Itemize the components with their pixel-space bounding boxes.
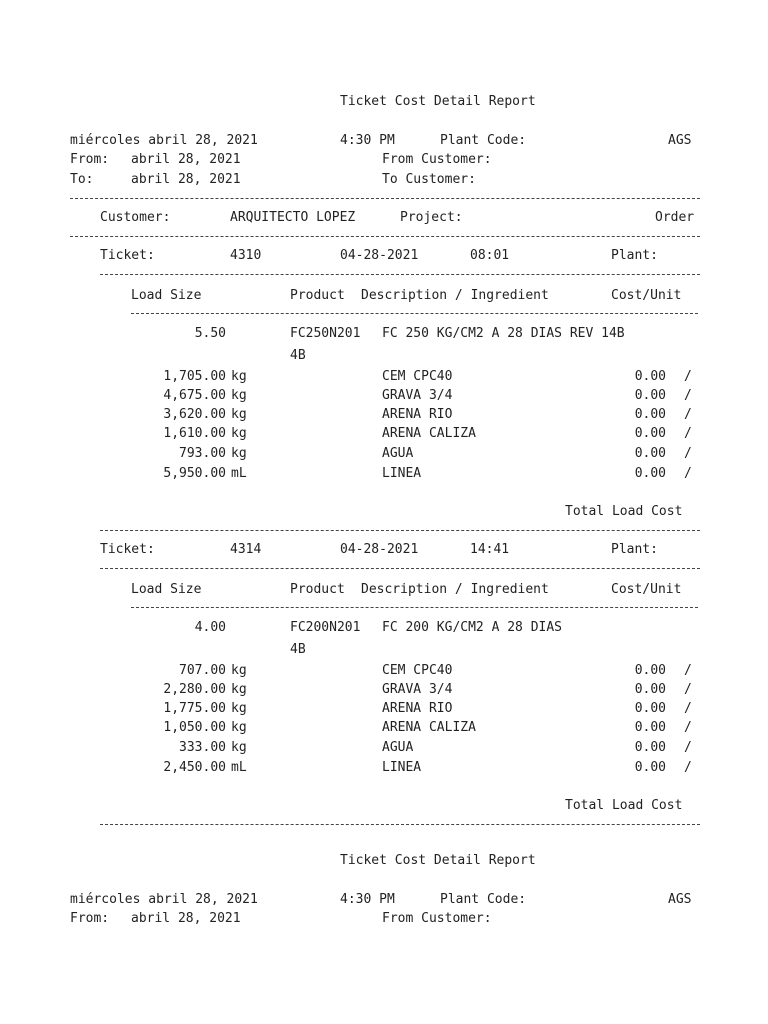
column-header-description: Description / Ingredient [361, 288, 549, 303]
from-customer-label: From Customer: [382, 911, 492, 926]
plant-code-label: Plant Code: [440, 892, 527, 907]
ingredient-quantity: 2,450.00 [163, 760, 226, 775]
ingredient-name: ARENA CALIZA [382, 426, 476, 441]
ingredient-unit: kg [231, 388, 247, 403]
ingredient-name: AGUA [382, 740, 414, 755]
divider [100, 530, 700, 531]
customer-name: ARQUITECTO LOPEZ [230, 210, 356, 225]
to-customer-label: To Customer: [382, 172, 476, 187]
ingredient-unit: kg [231, 426, 247, 441]
ingredient-quantity: 707.00 [179, 663, 226, 678]
from-date: abril 28, 2021 [131, 911, 241, 926]
ingredient-cost: 0.00 [634, 369, 666, 384]
product-code: FC200N201 [290, 620, 361, 635]
from-label: From: [70, 152, 110, 167]
ingredient-cost: 0.00 [634, 682, 666, 697]
ingredient-unit: kg [231, 701, 247, 716]
column-header-load-size: Load Size [131, 288, 202, 303]
total-load-cost-label: Total Load Cost [565, 504, 683, 519]
ingredient-quantity: 1,775.00 [163, 701, 226, 716]
from-label: From: [70, 911, 110, 926]
ingredient-unit: kg [231, 740, 247, 755]
customer-label: Customer: [100, 210, 171, 225]
ingredient-name: LINEA [382, 466, 422, 481]
ingredient-cost: 0.00 [634, 740, 666, 755]
ingredient-unit: mL [231, 760, 247, 775]
from-date: abril 28, 2021 [131, 152, 241, 167]
column-header-cost-unit: Cost/Unit [611, 582, 682, 597]
ingredient-quantity: 2,280.00 [163, 682, 226, 697]
report-title: Ticket Cost Detail Report [340, 853, 536, 868]
ingredient-unit: kg [231, 720, 247, 735]
ingredient-name: GRAVA 3/4 [382, 682, 453, 697]
product-code: FC250N201 [290, 326, 361, 341]
total-load-cost-label: Total Load Cost [565, 798, 683, 813]
ticket-label: Ticket: [100, 248, 155, 263]
cost-unit-separator: / [684, 682, 692, 697]
ingredient-name: AGUA [382, 446, 414, 461]
plant-label: Plant: [611, 248, 658, 263]
cost-unit-separator: / [684, 388, 692, 403]
from-customer-label: From Customer: [382, 152, 492, 167]
cost-unit-separator: / [684, 720, 692, 735]
ingredient-cost: 0.00 [634, 663, 666, 678]
ingredient-quantity: 5,950.00 [163, 466, 226, 481]
divider [70, 236, 700, 237]
ingredient-unit: kg [231, 446, 247, 461]
ingredient-quantity: 4,675.00 [163, 388, 226, 403]
ticket-time: 14:41 [470, 542, 510, 557]
ingredient-name: CEM CPC40 [382, 369, 453, 384]
cost-unit-separator: / [684, 760, 692, 775]
ticket-time: 08:01 [470, 248, 510, 263]
load-size-value: 5.50 [194, 326, 226, 341]
plant-code-value: AGS [668, 133, 692, 148]
ingredient-quantity: 1,050.00 [163, 720, 226, 735]
ingredient-quantity: 333.00 [179, 740, 226, 755]
ingredient-cost: 0.00 [634, 760, 666, 775]
ingredient-quantity: 1,705.00 [163, 369, 226, 384]
ingredient-cost: 0.00 [634, 720, 666, 735]
column-header-load-size: Load Size [131, 582, 202, 597]
ingredient-unit: kg [231, 663, 247, 678]
ingredient-unit: kg [231, 407, 247, 422]
ingredient-name: ARENA CALIZA [382, 720, 476, 735]
plant-code-value: AGS [668, 892, 692, 907]
ticket-number: 4310 [230, 248, 262, 263]
divider [100, 824, 700, 825]
ingredient-unit: kg [231, 369, 247, 384]
ticket-date: 04-28-2021 [340, 542, 419, 557]
ingredient-cost: 0.00 [634, 426, 666, 441]
report-title: Ticket Cost Detail Report [340, 94, 536, 109]
ingredient-cost: 0.00 [634, 701, 666, 716]
load-size-value: 4.00 [194, 620, 226, 635]
ingredient-quantity: 3,620.00 [163, 407, 226, 422]
report-date: miércoles abril 28, 2021 [70, 892, 258, 907]
to-date: abril 28, 2021 [131, 172, 241, 187]
ingredient-unit: kg [231, 682, 247, 697]
ingredient-quantity: 1,610.00 [163, 426, 226, 441]
column-header-description: Description / Ingredient [361, 582, 549, 597]
ingredient-name: CEM CPC40 [382, 663, 453, 678]
product-description-continued: 4B [290, 348, 306, 363]
to-label: To: [70, 172, 94, 187]
report-date: miércoles abril 28, 2021 [70, 133, 258, 148]
report-time: 4:30 PM [340, 133, 395, 148]
ingredient-name: GRAVA 3/4 [382, 388, 453, 403]
cost-unit-separator: / [684, 466, 692, 481]
column-header-cost-unit: Cost/Unit [611, 288, 682, 303]
ticket-label: Ticket: [100, 542, 155, 557]
column-header-product: Product [290, 288, 345, 303]
cost-unit-separator: / [684, 740, 692, 755]
divider [100, 568, 700, 569]
divider [100, 274, 700, 275]
ingredient-quantity: 793.00 [179, 446, 226, 461]
product-description-continued: 4B [290, 642, 306, 657]
cost-unit-separator: / [684, 701, 692, 716]
ingredient-name: LINEA [382, 760, 422, 775]
divider [131, 313, 698, 314]
ingredient-cost: 0.00 [634, 446, 666, 461]
divider [131, 607, 698, 608]
ingredient-cost: 0.00 [634, 407, 666, 422]
cost-unit-separator: / [684, 426, 692, 441]
plant-code-label: Plant Code: [440, 133, 527, 148]
ingredient-unit: mL [231, 466, 247, 481]
divider [70, 198, 700, 199]
plant-label: Plant: [611, 542, 658, 557]
report-time: 4:30 PM [340, 892, 395, 907]
project-label: Project: [400, 210, 463, 225]
cost-unit-separator: / [684, 369, 692, 384]
ingredient-name: ARENA RIO [382, 407, 453, 422]
ticket-date: 04-28-2021 [340, 248, 419, 263]
ticket-number: 4314 [230, 542, 262, 557]
product-description: FC 200 KG/CM2 A 28 DIAS [382, 620, 563, 635]
column-header-product: Product [290, 582, 345, 597]
ingredient-cost: 0.00 [634, 388, 666, 403]
cost-unit-separator: / [684, 663, 692, 678]
ingredient-cost: 0.00 [634, 466, 666, 481]
cost-unit-separator: / [684, 446, 692, 461]
product-description: FC 250 KG/CM2 A 28 DIAS REV 14B [382, 326, 625, 341]
cost-unit-separator: / [684, 407, 692, 422]
order-label: Order [655, 210, 695, 225]
ingredient-name: ARENA RIO [382, 701, 453, 716]
